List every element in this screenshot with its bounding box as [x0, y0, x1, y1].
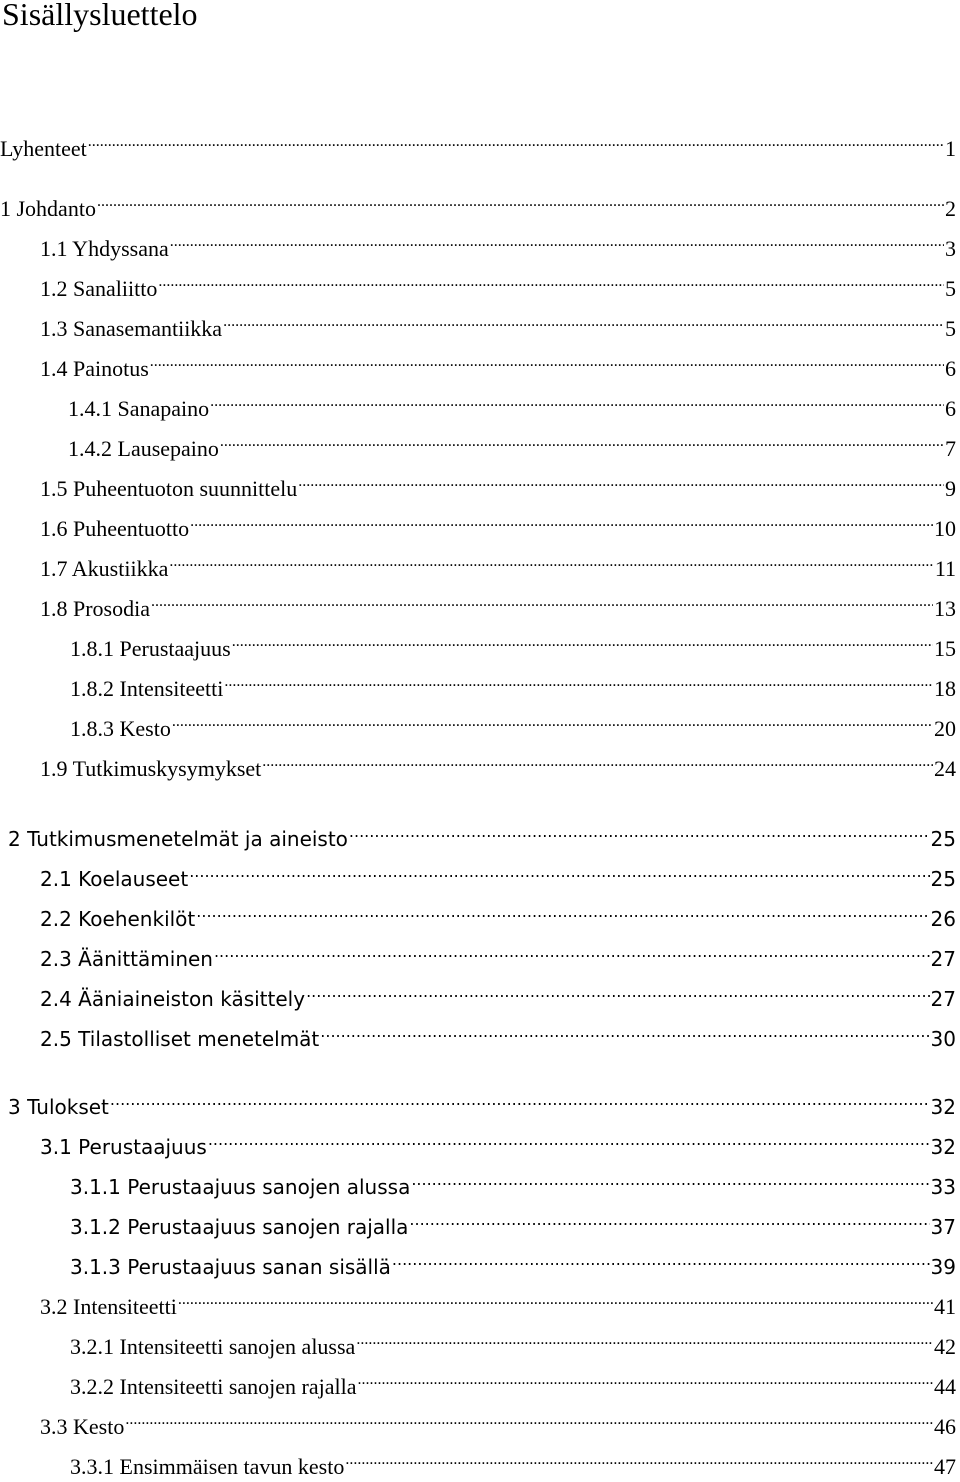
toc-entry[interactable] [40, 506, 956, 541]
dot-leader [223, 306, 944, 336]
toc-entry-page-number: 18 [934, 676, 956, 701]
toc-entry-label: 2.5 Tilastolliset menetelmät [40, 1027, 320, 1051]
toc-entry-page-number: 26 [930, 907, 956, 931]
toc-entry[interactable] [68, 426, 956, 461]
dot-leader [409, 1204, 929, 1234]
toc-entry-page-number: 13 [934, 596, 956, 621]
toc-entry-page-number: 44 [934, 1374, 956, 1399]
toc-entry-label: 1.8 Prosodia [40, 596, 150, 621]
toc-entry-page-number: 3 [945, 236, 956, 261]
toc-entry-label: 3 Tulokset [8, 1095, 109, 1119]
toc-entry-page-number: 32 [930, 1095, 956, 1119]
dot-leader [320, 1016, 929, 1046]
toc-entry[interactable] [70, 1444, 956, 1479]
toc-entry-page-number: 25 [930, 867, 956, 891]
dot-leader [356, 1324, 933, 1354]
dot-leader [208, 1124, 930, 1154]
toc-entry[interactable] [40, 936, 956, 971]
toc-entry-page-number: 46 [934, 1414, 956, 1439]
toc-entry-label: 1.8.1 Perustaajuus [70, 636, 231, 661]
toc-entry-page-number: 1 [945, 136, 956, 161]
toc-entry-page-number: 27 [930, 947, 956, 971]
toc-entry-page-number: 11 [934, 556, 956, 581]
dot-leader [345, 1444, 933, 1474]
toc-entry-page-number: 24 [934, 756, 956, 781]
toc-entry-label: 2.3 Äänittäminen [40, 947, 213, 971]
dot-leader [151, 586, 933, 616]
toc-entry[interactable] [8, 816, 956, 851]
dot-leader [392, 1244, 930, 1274]
toc-entry[interactable] [0, 126, 956, 161]
dot-leader [262, 746, 933, 776]
dot-leader [358, 1364, 933, 1394]
dot-leader [214, 936, 930, 966]
toc-entry-label: 1.6 Puheentuotto [40, 516, 190, 541]
toc-entry-label: 1.5 Puheentuoton suunnittelu [40, 476, 298, 501]
dot-leader [224, 666, 933, 696]
toc-entry[interactable] [40, 346, 956, 381]
dot-leader [189, 856, 929, 886]
toc-entry[interactable] [70, 1244, 956, 1279]
dot-leader [411, 1164, 929, 1194]
toc-entry[interactable] [68, 386, 956, 421]
dot-leader [210, 386, 944, 416]
dot-leader [97, 186, 944, 216]
toc-title: Sisällysluettelo [2, 0, 198, 32]
dot-leader [110, 1084, 930, 1114]
dot-leader [172, 706, 933, 736]
toc-entry-page-number: 2 [945, 196, 956, 221]
toc-entry-page-number: 6 [945, 396, 956, 421]
toc-entry[interactable] [40, 856, 956, 891]
toc-entry-page-number: 33 [930, 1175, 956, 1199]
toc-entry-label: 1.4.1 Sanapaino [68, 396, 210, 421]
toc-entry-page-number: 32 [930, 1135, 956, 1159]
dot-leader [150, 346, 944, 376]
toc-entry[interactable] [40, 586, 956, 621]
toc-entry-label: 3.1.2 Perustaajuus sanojen rajalla [70, 1215, 409, 1239]
toc-entry-label: 1.8.3 Kesto [70, 716, 171, 741]
toc-entry-page-number: 42 [934, 1334, 956, 1359]
toc-entry-page-number: 9 [945, 476, 956, 501]
toc-entry-label: Lyhenteet [0, 136, 87, 161]
toc-entry-label: 1.4 Painotus [40, 356, 149, 381]
toc-entry-page-number: 10 [934, 516, 956, 541]
dot-leader [220, 426, 944, 456]
toc-entry[interactable] [0, 186, 956, 221]
toc-entry[interactable] [40, 746, 956, 781]
toc-entry[interactable] [70, 706, 956, 741]
toc-entry-page-number: 27 [930, 987, 956, 1011]
toc-entry-label: 2.2 Koehenkilöt [40, 907, 196, 931]
toc-entry[interactable] [70, 1364, 956, 1399]
toc-entry[interactable] [40, 466, 956, 501]
toc-entry[interactable] [70, 666, 956, 701]
toc-entry-page-number: 25 [930, 827, 956, 851]
toc-entry-label: 1.3 Sanasemantiikka [40, 316, 223, 341]
dot-leader [178, 1284, 933, 1314]
toc-entry-page-number: 5 [945, 276, 956, 301]
toc-entry-label: 3.3 Kesto [40, 1414, 125, 1439]
toc-entry-label: 3.1.3 Perustaajuus sanan sisällä [70, 1255, 391, 1279]
toc-entry[interactable] [8, 1084, 956, 1119]
toc-entry[interactable] [40, 1124, 956, 1159]
toc-entry-label: 1.1 Yhdyssana [40, 236, 169, 261]
toc-entry-page-number: 20 [934, 716, 956, 741]
toc-entry-label: 3.2.2 Intensiteetti sanojen rajalla [70, 1374, 357, 1399]
dot-leader [196, 896, 929, 926]
dot-leader [170, 226, 944, 256]
toc-entry-label: 1.2 Sanaliitto [40, 276, 158, 301]
toc-entry[interactable] [40, 546, 956, 581]
dot-leader [88, 126, 944, 156]
dot-leader [125, 1404, 933, 1434]
toc-entry[interactable] [40, 896, 956, 931]
toc-entry[interactable] [70, 1204, 956, 1239]
toc-entry-label: 3.3.1 Ensimmäisen tavun kesto [70, 1454, 345, 1479]
toc-entry-label: 1.8.2 Intensiteetti [70, 676, 224, 701]
toc-entry-page-number: 37 [930, 1215, 956, 1239]
toc-entry[interactable] [70, 1164, 956, 1199]
toc-entry[interactable] [40, 1404, 956, 1439]
dot-leader [232, 626, 933, 656]
dot-leader [349, 816, 930, 846]
dot-leader [190, 506, 933, 536]
toc-entry-page-number: 30 [930, 1027, 956, 1051]
toc-entry-page-number: 39 [930, 1255, 956, 1279]
dot-leader [298, 466, 944, 496]
toc-entry-page-number: 47 [934, 1454, 956, 1479]
toc-entry-label: 2 Tutkimusmenetelmät ja aineisto [8, 827, 348, 851]
toc-entry[interactable] [40, 1016, 956, 1051]
toc-entry-label: 3.2 Intensiteetti [40, 1294, 177, 1319]
toc-entry[interactable] [40, 1284, 956, 1319]
dot-leader [306, 976, 929, 1006]
dot-leader [169, 546, 933, 576]
toc-entry-label: 1.4.2 Lausepaino [68, 436, 219, 461]
toc-entry-label: 1.7 Akustiikka [40, 556, 169, 581]
toc-entry-page-number: 15 [934, 636, 956, 661]
toc-entry-label: 3.2.1 Intensiteetti sanojen alussa [70, 1334, 356, 1359]
toc-entry-page-number: 6 [945, 356, 956, 381]
toc-entry-page-number: 5 [945, 316, 956, 341]
toc-entry[interactable] [70, 1324, 956, 1359]
dot-leader [158, 266, 944, 296]
toc-entry[interactable] [70, 626, 956, 661]
toc-entry[interactable] [40, 306, 956, 341]
toc-entry[interactable] [40, 266, 956, 301]
toc-entry[interactable] [40, 976, 956, 1011]
toc-entry-page-number: 7 [945, 436, 956, 461]
toc-entry-label: 2.1 Koelauseet [40, 867, 189, 891]
toc-entry-page-number: 41 [934, 1294, 956, 1319]
toc-entry-label: 1 Johdanto [0, 196, 96, 221]
toc-entry-label: 1.9 Tutkimuskysymykset [40, 756, 262, 781]
toc-entry[interactable] [40, 226, 956, 261]
toc-entry-label: 3.1 Perustaajuus [40, 1135, 207, 1159]
toc-entry-label: 3.1.1 Perustaajuus sanojen alussa [70, 1175, 411, 1199]
toc-entry-label: 2.4 Ääniaineiston käsittely [40, 987, 306, 1011]
